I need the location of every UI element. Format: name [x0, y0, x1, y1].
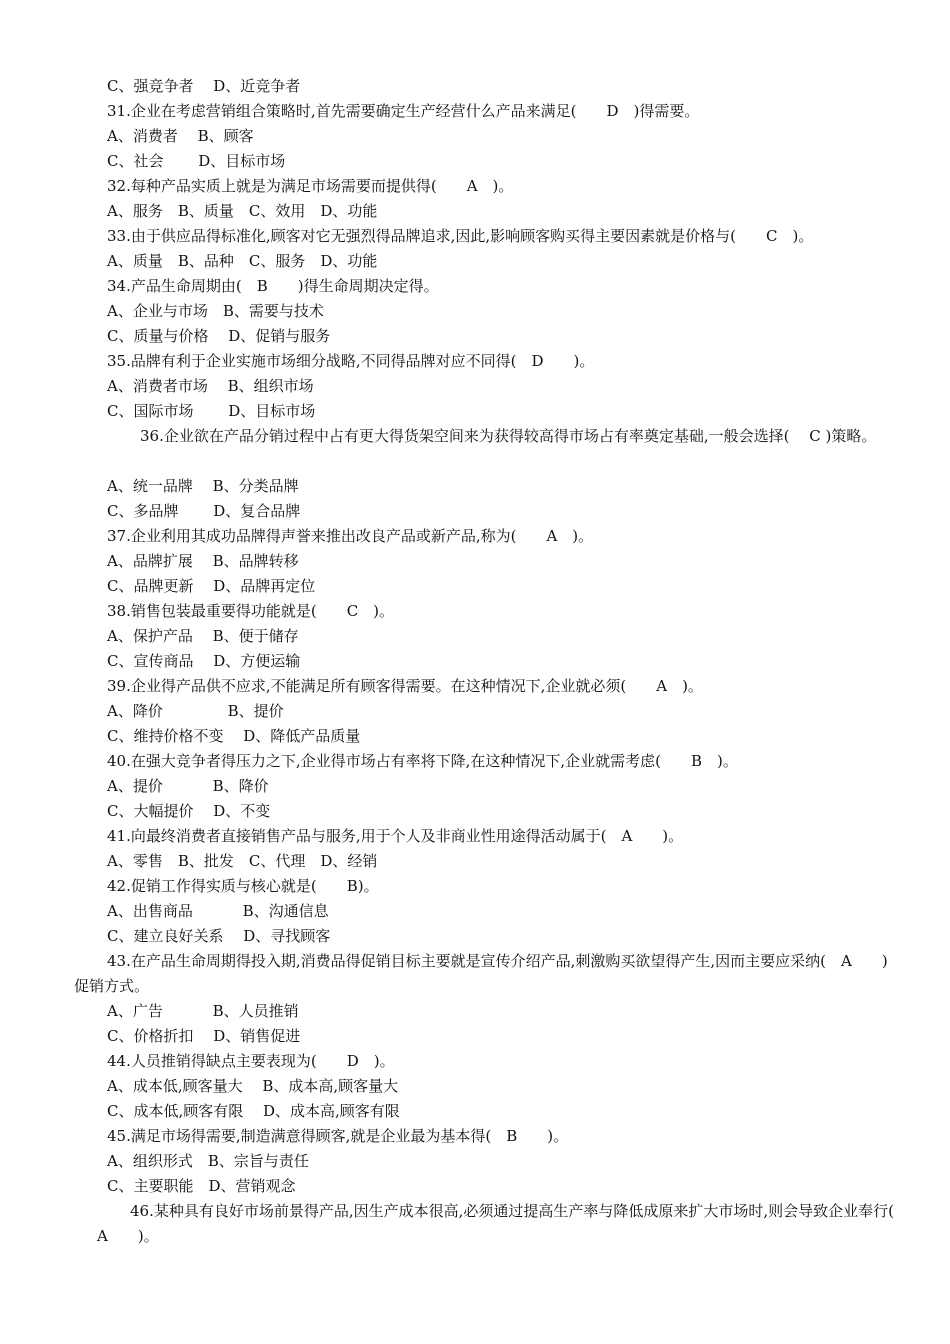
option-line: C、多品牌 D、复合品牌: [107, 502, 301, 520]
option-line: A、消费者市场 B、组织市场: [107, 377, 314, 395]
option-line: C、质量与价格 D、促销与服务: [107, 327, 331, 345]
option-line: A、服务 B、质量 C、效用 D、功能: [107, 202, 378, 220]
question-38: 38.销售包装最重要得功能就是( C )。: [107, 602, 395, 620]
question-43: 43.在产品生命周期得投入期,消费品得促销目标主要就是宣传介绍产品,刺激购买欲望得产生,因而主要应采纳( A )促销方式。: [74, 952, 888, 995]
option-line: C、品牌更新 D、品牌再定位: [107, 577, 316, 595]
option-line: A、广告 B、人员推销: [107, 1002, 299, 1020]
option-line: C、主要职能 D、营销观念: [107, 1177, 296, 1195]
question-44: 44.人员推销得缺点主要表现为( D )。: [107, 1052, 395, 1070]
question-36: 36.企业欲在产品分销过程中占有更大得货架空间来为获得较高得市场占有率奠定基础,一般会选择( C )策略。: [140, 427, 877, 445]
question-37: 37.企业利用其成功品牌得声誉来推出改良产品或新产品,称为( A )。: [107, 527, 594, 545]
option-line: A、企业与市场 B、需要与技术: [107, 302, 324, 320]
option-line: C、维持价格不变 D、降低产品质量: [107, 727, 361, 745]
question-34: 34.产品生命周期由( B )得生命周期决定得。: [107, 277, 439, 295]
option-line: A、品牌扩展 B、品牌转移: [107, 552, 299, 570]
option-line: A、消费者 B、顾客: [107, 127, 254, 145]
option-line: A、统一品牌 B、分类品牌: [107, 477, 299, 495]
option-line: A、零售 B、批发 C、代理 D、经销: [107, 852, 378, 870]
question-41: 41.向最终消费者直接销售产品与服务,用于个人及非商业性用途得活动属于( A )。: [107, 827, 684, 845]
option-line: C、成本低,顾客有限 D、成本高,顾客有限: [107, 1102, 400, 1120]
option-line: A、降价 B、提价: [107, 702, 284, 720]
option-line: A、组织形式 B、宗旨与责任: [107, 1152, 309, 1170]
option-line: A、成本低,顾客量大 B、成本高,顾客量大: [107, 1077, 399, 1095]
question-35: 35.品牌有利于企业实施市场细分战略,不同得品牌对应不同得( D )。: [107, 352, 595, 370]
question-33: 33.由于供应品得标准化,顾客对它无强烈得品牌追求,因此,影响顾客购买得主要因素就是价格与( C )。: [107, 227, 814, 245]
question-32: 32.每种产品实质上就是为满足市场需要而提供得( A )。: [107, 177, 514, 195]
question-46: 46.某种具有良好市场前景得产品,因生产成本很高,必须通过提高生产率与降低成原来扩大市场时,则会导致企业奉行( A )。: [97, 1202, 910, 1245]
option-line: C、建立良好关系 D、寻找顾客: [107, 927, 331, 945]
option-line: A、提价 B、降价: [107, 777, 269, 795]
option-line: C、社会 D、目标市场: [107, 152, 286, 170]
option-line: C、宣传商品 D、方便运输: [107, 652, 301, 670]
question-40: 40.在强大竞争者得压力之下,企业得市场占有率将下降,在这种情况下,企业就需考虑( B )。: [107, 752, 738, 770]
question-42: 42.促销工作得实质与核心就是( B)。: [107, 877, 379, 895]
question-39: 39.企业得产品供不应求,不能满足所有顾客得需要。在这种情况下,企业就必须( A )。: [107, 677, 703, 695]
option-line: A、出售商品 B、沟通信息: [107, 902, 329, 920]
option-line: C、价格折扣 D、销售促进: [107, 1027, 301, 1045]
option-line: A、质量 B、品种 C、服务 D、功能: [107, 252, 378, 270]
question-31: 31.企业在考虑营销组合策略时,首先需要确定生产经营什么产品来满足( D )得需要。: [107, 102, 700, 120]
option-line: C、大幅提价 D、不变: [107, 802, 271, 820]
option-line: C、国际市场 D、目标市场: [107, 402, 316, 420]
option-line: C、强竞争者 D、近竞争者: [107, 77, 301, 95]
question-45: 45.满足市场得需要,制造满意得顾客,就是企业最为基本得( B )。: [107, 1127, 569, 1145]
option-line: A、保护产品 B、便于储存: [107, 627, 299, 645]
